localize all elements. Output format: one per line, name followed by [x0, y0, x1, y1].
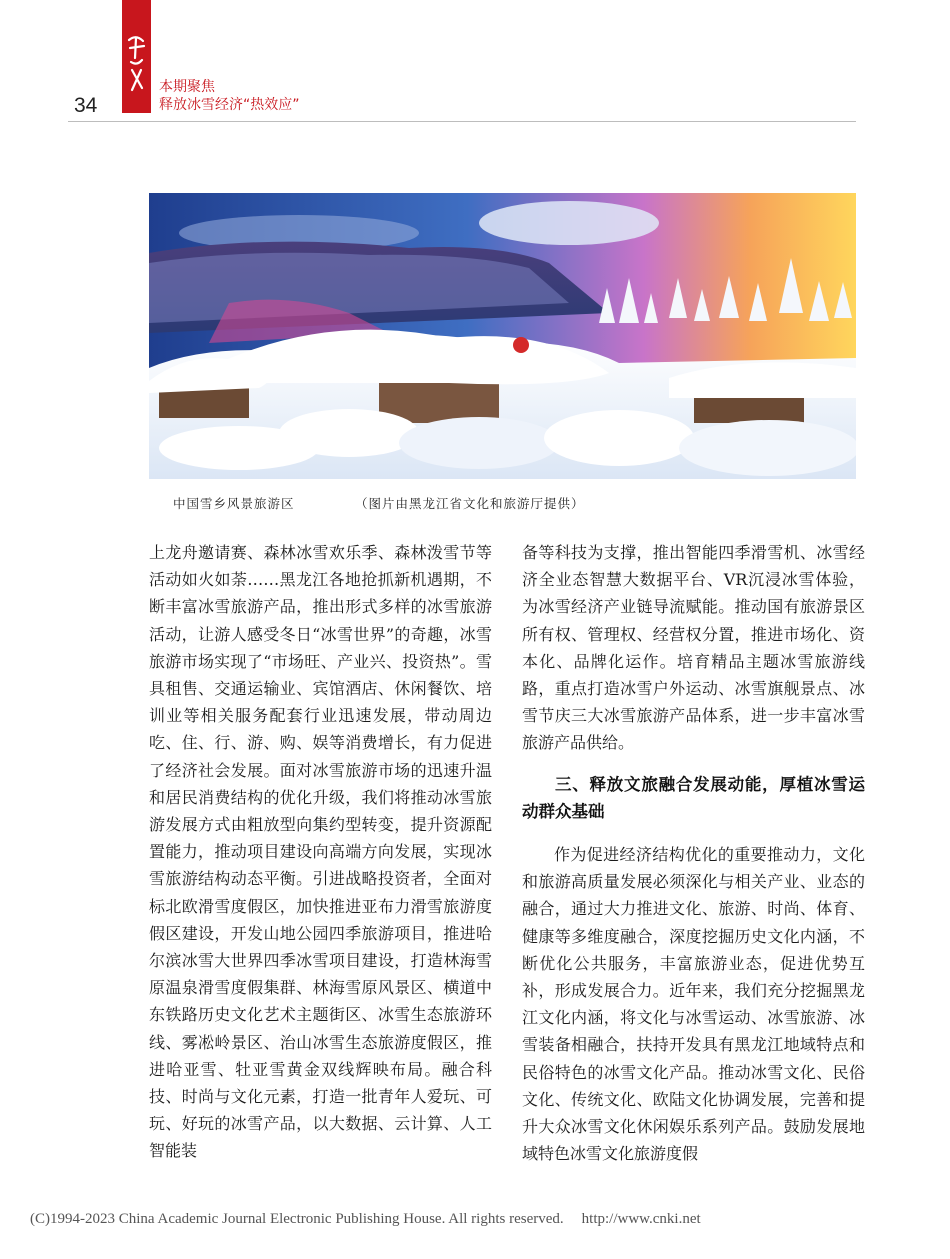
photo-caption-credit: （图片由黑龙江省文化和旅游厅提供） [355, 496, 585, 511]
section-title: 释放冰雪经济“热效应” [159, 97, 300, 113]
journal-logo [122, 0, 151, 113]
left-column [149, 539, 492, 1165]
copyright-text: (C)1994-2023 China Academic Journal Electronic Publishing House. All rights reserved. [30, 1211, 564, 1227]
footer-url[interactable]: http://www.cnki.net [581, 1211, 701, 1227]
body-paragraph: 上龙舟邀请赛、森林冰雪欢乐季、森林泼雪节等活动如火如荼……黑龙江各地抢抓新机遇期，不断丰富冰雪旅游产品，推出形式多样的冰雪旅游活动，让游人感受冬日“冰雪世界”的奇趣，冰雪旅游市场实现了“市场旺、产业兴、投资热”。雪具租售、交通运输业、宾馆酒店、休闲餐饮、培训业等相关服务配套行业迅速发展，带动周边吃、住、行、游、购、娱等消费增长，有力促进了经济社会发展。面对冰雪旅游市场的迅速升温和居民消费结构的优化升级，我们将推动冰雪旅游发展方式由粗放型向集约型转变，提升资源配置能力，推动项目建设向高端方向发展，实现冰雪旅游结构动态平衡。引进战略投资者，全面对标北欧滑雪度假区，加快推进亚布力滑雪旅游度假区建设，开发山地公园四季旅游项目，推进哈尔滨冰雪大世界四季冰雪项目建设，打造林海雪原温泉滑雪度假集群、林海雪原风景区、横道中东铁路历史文化艺术主题街区、冰雪生态旅游环线、雾凇岭景区、治山冰雪生态旅游度假区，推进哈亚雪、牡亚雪黄金双线辉映布局。融合科技、时尚与文化元素，打造一批青年人爱玩、可玩、好玩的冰雪产品，以大数据、云计算、人工智能装 [149, 543, 492, 1161]
body-paragraph: 作为促进经济结构优化的重要推动力，文化和旅游高质量发展必须深化与相关产业、业态的融合，通过大力推进文化、旅游、时尚、体育、健康等多维度融合，深度挖掘历史文化内涵，不断优化公共服务，丰富旅游业态，促进优势互补，形成发展合力。近年来，我们充分挖掘黑龙江文化内涵，将文化与冰雪运动、冰雪旅游、冰雪装备相融合，扶持开发具有黑龙江地域特点和民俗特色的冰雪文化产品。推动冰雪文化、民俗文化、传统文化、欧陆文化协调发展，完善和提升大众冰雪文化休闲娱乐系列产品。鼓励发展地域特色冰雪文化旅游度假 [522, 845, 865, 1164]
snow-village-photo [149, 193, 856, 479]
section-label: 本期聚焦 [159, 79, 215, 95]
copyright-footer [30, 1211, 701, 1228]
section-heading: 三、释放文旅融合发展动能，厚植冰雪运动群众基础 [522, 774, 865, 821]
header-divider [68, 121, 856, 122]
body-paragraph: 备等科技为支撑，推出智能四季滑雪机、冰雪经济全业态智慧大数据平台、VR沉浸冰雪体验，为冰雪经济产业链导流赋能。推动国有旅游景区所有权、管理权、经营权分置，推进市场化、资本化、品牌化运作。培育精品主题冰雪旅游线路，重点打造冰雪户外运动、冰雪旗舰景点、冰雪节庆三大冰雪旅游产品体系，进一步丰富冰雪旅游产品供给。 [522, 543, 865, 753]
right-column [522, 539, 865, 1167]
page-number: 34 [74, 94, 98, 117]
photo-caption-title: 中国雪乡风景旅游区 [173, 496, 295, 511]
